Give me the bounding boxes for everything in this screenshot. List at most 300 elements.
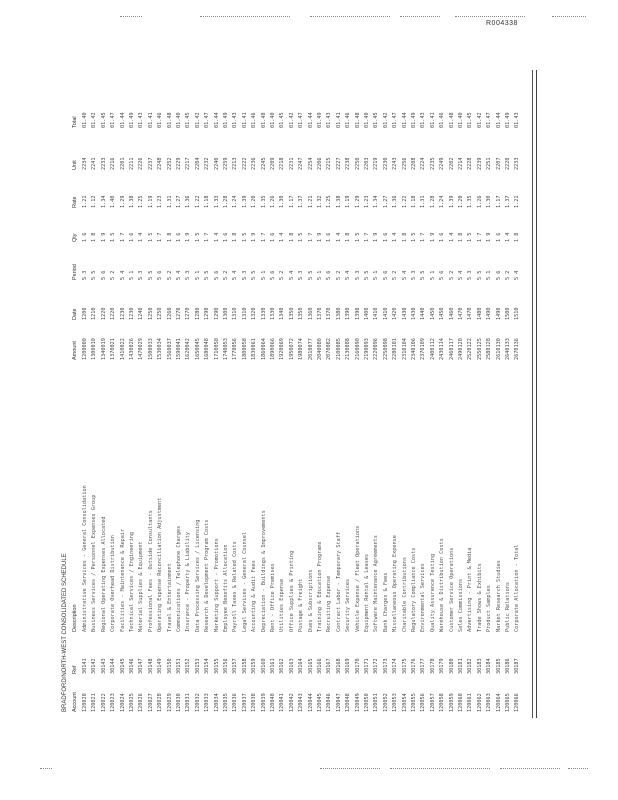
- cell-description: Rent - Office Premises: [270, 563, 276, 632]
- cell-rate: 1.12: [91, 195, 98, 208]
- cell-total: 01.45: [373, 112, 380, 128]
- table-row: [223, 70, 230, 718]
- cell-qty: 1 8: [288, 232, 295, 242]
- cell-rate: 1.35: [260, 195, 267, 208]
- table-row: [308, 70, 315, 718]
- cell-account: 120021: [91, 693, 98, 712]
- cell-account: 120045: [317, 693, 323, 712]
- cell-amount: 2460117: [448, 338, 455, 360]
- cell-period: 5 2: [110, 270, 117, 280]
- table-row: [496, 70, 503, 718]
- cell-unit: 2236: [251, 157, 258, 170]
- cell-account: 120063: [486, 693, 493, 712]
- cell-period: 5 5: [476, 270, 483, 280]
- cell-ref: 30168: [335, 658, 342, 674]
- cell-period: 5 1: [429, 270, 436, 280]
- cell-unit: 2234: [82, 157, 88, 170]
- cell-rate: 1.19: [147, 195, 154, 208]
- cell-unit: 2201: [119, 157, 126, 170]
- cell-unit: 2211: [129, 157, 135, 170]
- cell-period: 5 2: [279, 270, 286, 280]
- cell-account: 120062: [476, 693, 483, 712]
- cell-qty: 1 4: [505, 232, 511, 242]
- cell-ref: 30144: [110, 658, 117, 674]
- table-row: [261, 70, 268, 718]
- cell-account: 120056: [420, 693, 427, 712]
- cell-amount: 1530034: [157, 338, 164, 360]
- table-row: [411, 70, 418, 718]
- cell-rate: 1.17: [288, 195, 295, 208]
- cell-date: 1270: [176, 307, 182, 320]
- cell-unit: 2235: [429, 157, 436, 170]
- cell-qty: 1 9: [429, 232, 436, 242]
- cell-total: 01.43: [138, 112, 145, 128]
- cell-ref: 30156: [223, 658, 229, 674]
- cell-rate: 1.21: [82, 195, 88, 208]
- cell-account: 120039: [260, 693, 267, 712]
- cell-total: 01.41: [241, 112, 248, 128]
- cell-qty: 1 4: [213, 232, 220, 242]
- table-row: [91, 70, 98, 718]
- cell-rate: 1.28: [223, 195, 229, 208]
- cell-description: Operating Expense Reconciliation Adjustment: [157, 497, 164, 632]
- cell-unit: 2238: [345, 157, 352, 170]
- cell-description: Postage & Freight: [298, 578, 305, 632]
- cell-rate: 1.31: [166, 195, 173, 208]
- cell-amount: 1410022: [119, 338, 126, 360]
- cell-date: 1450: [429, 307, 436, 320]
- table-row: [204, 70, 211, 718]
- cell-description: Business Services / Personnel Expenses Group: [91, 494, 98, 632]
- cell-unit: 2249: [439, 157, 446, 170]
- cell-description: Miscellaneous Operating Expense: [392, 535, 399, 632]
- cell-ref: 30153: [194, 658, 201, 674]
- cell-account: 120051: [373, 693, 380, 712]
- cell-date: 1420: [392, 307, 399, 320]
- cell-qty: 1 4: [392, 232, 399, 242]
- cell-account: 120034: [213, 693, 220, 712]
- cell-description: Quality Assurance Testing: [429, 553, 436, 632]
- cell-period: 5 6: [326, 270, 333, 280]
- cell-date: 1360: [307, 307, 314, 320]
- table-row: [326, 70, 333, 718]
- cell-total: 01.40: [82, 112, 88, 128]
- cell-total: 01.43: [514, 112, 521, 128]
- cell-amount: 2160090: [354, 338, 361, 360]
- cell-qty: 1 8: [232, 232, 239, 242]
- cell-unit: 2204: [194, 157, 201, 170]
- cell-period: 5 3: [82, 270, 88, 280]
- cell-total: 01.49: [505, 112, 511, 128]
- cell-amount: 1200000: [82, 338, 88, 360]
- cell-period: 5 2: [505, 270, 511, 280]
- cell-description: Vehicle Expense / Fleet Operations: [354, 525, 361, 632]
- cell-ref: 30151: [176, 658, 182, 674]
- cell-amount: 1710050: [213, 338, 220, 360]
- cell-unit: 2209: [270, 157, 276, 170]
- cell-description: Utilities Expense: [279, 578, 286, 632]
- cell-rate: 1.30: [486, 195, 493, 208]
- cell-date: 1230: [129, 307, 135, 320]
- cell-qty: 1 9: [486, 232, 493, 242]
- header-unit: Unit: [72, 160, 78, 170]
- cell-date: 1390: [345, 307, 352, 320]
- table-row: [289, 70, 296, 718]
- cell-date: 1490: [495, 307, 502, 320]
- cell-qty: 1 9: [185, 232, 192, 242]
- cell-account: 120027: [147, 693, 154, 712]
- cell-qty: 1 8: [401, 232, 408, 242]
- cell-description: Regulatory Compliance Costs: [411, 547, 417, 632]
- cell-period: 5 1: [486, 270, 493, 280]
- cell-amount: 1860064: [260, 338, 267, 360]
- cell-description: Market Research Studies: [495, 560, 502, 632]
- cell-amount: 1770056: [232, 338, 239, 360]
- cell-amount: 1340019: [100, 338, 107, 360]
- cell-amount: 2130088: [345, 338, 352, 360]
- cell-account: 120041: [279, 693, 286, 712]
- cell-period: 5 6: [495, 270, 502, 280]
- table-row: [176, 70, 183, 718]
- cell-period: 5 4: [288, 270, 295, 280]
- cell-unit: 2224: [420, 157, 427, 170]
- cell-period: 5 2: [335, 270, 342, 280]
- cell-ref: 30173: [382, 658, 389, 674]
- cell-amount: 2070082: [326, 338, 333, 360]
- cell-rate: 1.24: [232, 195, 239, 208]
- cell-rate: 1.38: [335, 195, 342, 208]
- cell-period: 5 3: [241, 270, 248, 280]
- cell-account: 120036: [232, 693, 239, 712]
- table-row: [270, 70, 277, 718]
- cell-total: 01.41: [335, 112, 342, 128]
- table-row: [101, 70, 108, 718]
- cell-total: 01.47: [298, 112, 305, 128]
- cell-ref: 30155: [213, 658, 220, 674]
- bates-number: R004338: [486, 20, 518, 27]
- table-row: [467, 70, 474, 718]
- cell-rate: 1.34: [100, 195, 107, 208]
- cell-amount: 2190093: [364, 338, 370, 360]
- cell-description: Administrative Services - General Consolidation: [82, 485, 88, 632]
- cell-total: 01.44: [495, 112, 502, 128]
- cell-total: 01.42: [194, 112, 201, 128]
- cell-description: Charitable Contributions: [401, 557, 408, 632]
- table-row: [185, 70, 192, 718]
- table-row: [505, 70, 512, 718]
- cell-qty: 1 6: [82, 232, 88, 242]
- cell-period: 5 6: [213, 270, 220, 280]
- cell-account: 120028: [157, 693, 164, 712]
- cell-rate: 1.39: [448, 195, 455, 208]
- cell-unit: 2220: [505, 157, 511, 170]
- cell-total: 01.45: [185, 112, 192, 128]
- cell-rate: 1.25: [326, 195, 333, 208]
- cell-date: 1410: [382, 307, 389, 320]
- cell-description: Legal Services - General Counsel: [241, 532, 248, 632]
- cell-rate: 1.29: [119, 195, 126, 208]
- cell-period: 5 5: [420, 270, 427, 280]
- cell-description: Employee Benefits Allocation: [223, 544, 229, 632]
- cell-amount: 1590041: [176, 338, 182, 360]
- cell-ref: 30172: [373, 658, 380, 674]
- cell-qty: 1 8: [345, 232, 352, 242]
- cell-account: 120060: [458, 693, 464, 712]
- cell-date: 1440: [420, 307, 427, 320]
- cell-account: 120024: [119, 693, 126, 712]
- cell-amount: 2430114: [439, 338, 446, 360]
- cell-qty: 1 7: [420, 232, 427, 242]
- cell-unit: 2240: [213, 157, 220, 170]
- table-row: [167, 70, 174, 718]
- cell-ref: 30171: [364, 658, 370, 674]
- cell-qty: 1 7: [476, 232, 483, 242]
- cell-ref: 30169: [345, 658, 352, 674]
- cell-account: 120033: [204, 693, 211, 712]
- cell-ref: 30150: [166, 658, 173, 674]
- cell-total: 01.41: [429, 112, 436, 128]
- cell-description: Product Samples: [486, 585, 493, 632]
- cell-amount: 1650045: [194, 338, 201, 360]
- cell-rate: 1.40: [110, 195, 117, 208]
- cell-description: Equipment Rental & Leases: [364, 553, 370, 632]
- cell-date: 1460: [448, 307, 455, 320]
- cell-qty: 1 4: [279, 232, 286, 242]
- cell-amount: 2520122: [467, 338, 474, 360]
- cell-ref: 30158: [241, 658, 248, 674]
- table-row: [430, 70, 437, 718]
- cell-period: 5 2: [392, 270, 399, 280]
- cell-ref: 30175: [401, 658, 408, 674]
- cell-period: 5 6: [439, 270, 446, 280]
- cell-total: 01.49: [129, 112, 135, 128]
- cell-date: 1310: [232, 307, 239, 320]
- cell-total: 01.47: [110, 112, 117, 128]
- cell-ref: 30164: [298, 658, 305, 674]
- cell-period: 5 1: [194, 270, 201, 280]
- cell-period: 5 4: [119, 270, 126, 280]
- cell-unit: 2218: [279, 157, 286, 170]
- cell-rate: 1.39: [241, 195, 248, 208]
- table-row: [345, 70, 352, 718]
- cell-rate: 1.26: [270, 195, 276, 208]
- cell-description: Facilities - Maintenance & Repair: [119, 528, 126, 632]
- cell-amount: 1890066: [270, 338, 276, 360]
- cell-amount: 1300010: [91, 338, 98, 360]
- table-row: [232, 70, 239, 718]
- cell-amount: 2550125: [476, 338, 483, 360]
- cell-total: 01.40: [364, 112, 370, 128]
- cell-date: 1220: [110, 307, 117, 320]
- cell-date: 1510: [514, 307, 521, 320]
- cell-rate: 1.28: [429, 195, 436, 208]
- cell-amount: 2250098: [382, 338, 389, 360]
- cell-ref: 30178: [429, 658, 436, 674]
- table-row: [120, 70, 127, 718]
- cell-description: Trade Shows & Exhibits: [476, 563, 483, 632]
- table-row: [129, 70, 136, 718]
- cell-ref: 30187: [514, 658, 521, 674]
- cell-ref: 30162: [279, 658, 286, 674]
- cell-ref: 30180: [448, 658, 455, 674]
- cell-ref: 30176: [411, 658, 417, 674]
- cell-date: 1400: [364, 307, 370, 320]
- cell-amount: 1800058: [241, 338, 248, 360]
- cell-qty: 1 4: [335, 232, 342, 242]
- cell-date: 1330: [260, 307, 267, 320]
- cell-qty: 1 6: [382, 232, 389, 242]
- cell-date: 1340: [279, 307, 286, 320]
- cell-date: 1260: [166, 307, 173, 320]
- header-account: Account: [72, 692, 78, 712]
- cell-account: 120031: [185, 693, 192, 712]
- cell-account: 120053: [392, 693, 399, 712]
- cell-ref: 30167: [326, 658, 333, 674]
- cell-date: 1410: [373, 307, 380, 320]
- cell-qty: 1 8: [91, 232, 98, 242]
- cell-total: 01.46: [251, 112, 258, 128]
- cell-rate: 1.17: [495, 195, 502, 208]
- cell-period: 5 1: [260, 270, 267, 280]
- cell-account: 120029: [166, 693, 173, 712]
- cell-total: 01.44: [401, 112, 408, 128]
- cell-period: 5 1: [317, 270, 323, 280]
- cell-description: Professional Fees - Outside Consultants: [147, 510, 154, 632]
- cell-account: 120066: [514, 693, 521, 712]
- cell-amount: 1920069: [279, 338, 286, 360]
- cell-rate: 1.21: [307, 195, 314, 208]
- table-row: [355, 70, 362, 718]
- cell-rate: 1.19: [345, 195, 352, 208]
- cell-description: Material Supplies & Equipment: [138, 541, 145, 632]
- cell-total: 01.44: [119, 112, 126, 128]
- cell-unit: 2230: [382, 157, 389, 170]
- cell-qty: 1 6: [270, 232, 276, 242]
- cell-period: 5 5: [204, 270, 211, 280]
- page-title: BRADFORD/NORTH-WEST CONSOLIDATED SCHEDULE: [62, 553, 68, 712]
- cell-qty: 1 5: [354, 232, 361, 242]
- cell-rate: 1.23: [157, 195, 164, 208]
- cell-qty: 1 5: [411, 232, 417, 242]
- cell-unit: 2254: [307, 157, 314, 170]
- table-row: [364, 70, 371, 718]
- cell-account: 120042: [288, 693, 295, 712]
- cell-total: 01.46: [345, 112, 352, 128]
- cell-qty: 1 8: [514, 232, 521, 242]
- cell-ref: 30146: [129, 658, 135, 674]
- cell-account: 120020: [82, 693, 88, 712]
- cell-date: 1250: [157, 307, 164, 320]
- cell-ref: 30157: [232, 658, 239, 674]
- cell-unit: 2232: [204, 157, 211, 170]
- table-row: [486, 70, 493, 718]
- cell-unit: 2202: [448, 157, 455, 170]
- cell-ref: 30184: [486, 658, 493, 674]
- cell-total: 01.40: [270, 112, 276, 128]
- cell-description: Security Services: [345, 578, 352, 632]
- cell-period: 5 3: [411, 270, 417, 280]
- cell-amount: 1830061: [251, 338, 258, 360]
- cell-description: Data Processing Services / Licensing: [194, 519, 201, 632]
- cell-total: 01.47: [204, 112, 211, 128]
- cell-qty: 1 5: [147, 232, 154, 242]
- cell-date: 1310: [241, 307, 248, 320]
- cell-date: 1290: [204, 307, 211, 320]
- cell-total: 01.48: [260, 112, 267, 128]
- cell-qty: 1 6: [495, 232, 502, 242]
- cell-amount: 1370021: [110, 338, 117, 360]
- table-row: [458, 70, 465, 718]
- cell-unit: 2259: [223, 157, 229, 170]
- table-row: [477, 70, 484, 718]
- cell-date: 1270: [185, 307, 192, 320]
- cell-amount: 2040080: [317, 338, 323, 360]
- cell-account: 120047: [335, 693, 342, 712]
- header-date: Date: [72, 308, 78, 320]
- cell-qty: 1 7: [364, 232, 370, 242]
- table-row: [82, 70, 89, 718]
- table-row: [195, 70, 202, 718]
- cell-period: 5 4: [232, 270, 239, 280]
- cell-qty: 1 5: [110, 232, 117, 242]
- cell-date: 1370: [317, 307, 323, 320]
- cell-account: 120044: [307, 693, 314, 712]
- cell-unit: 2219: [373, 157, 380, 170]
- cell-rate: 1.37: [505, 195, 511, 208]
- table-row: [336, 70, 343, 718]
- cell-ref: 30166: [317, 658, 323, 674]
- cell-unit: 2217: [185, 157, 192, 170]
- cell-account: 120059: [448, 693, 455, 712]
- cell-date: 1330: [270, 307, 276, 320]
- cell-rate: 1.18: [204, 195, 211, 208]
- cell-account: 120061: [467, 693, 474, 712]
- cell-amount: 1470029: [138, 338, 145, 360]
- cell-total: 01.45: [467, 112, 474, 128]
- cell-date: 1500: [505, 307, 511, 320]
- cell-description: Contract Labor - Temporary Staff: [335, 532, 342, 632]
- cell-period: 5 1: [129, 270, 135, 280]
- cell-date: 1250: [147, 307, 154, 320]
- cell-total: 01.40: [176, 112, 182, 128]
- cell-total: 01.46: [157, 112, 164, 128]
- cell-date: 1300: [223, 307, 229, 320]
- cell-unit: 2226: [138, 157, 145, 170]
- cell-rate: 1.38: [129, 195, 135, 208]
- cell-rate: 1.25: [138, 195, 145, 208]
- cell-period: 5 4: [514, 270, 521, 280]
- cell-period: 5 5: [91, 270, 98, 280]
- cell-period: 5 4: [401, 270, 408, 280]
- cell-ref: 30141: [82, 658, 88, 674]
- cell-qty: 1 6: [326, 232, 333, 242]
- cell-ref: 30174: [392, 658, 399, 674]
- cell-description: Communications / Telephone Charges: [176, 525, 182, 632]
- cell-date: 1490: [486, 307, 493, 320]
- cell-description: Regional Operating Expenses Allocated: [100, 516, 107, 632]
- table-row: [439, 70, 446, 718]
- cell-qty: 1 9: [251, 232, 258, 242]
- cell-ref: 30148: [147, 658, 154, 674]
- cell-total: 01.43: [232, 112, 239, 128]
- cell-description: Bank Charges & Fees: [382, 572, 389, 632]
- cell-period: 5 4: [458, 270, 464, 280]
- cell-rate: 1.23: [364, 195, 370, 208]
- cell-total: 01.49: [317, 112, 323, 128]
- cell-total: 01.49: [411, 112, 417, 128]
- cell-account: 120052: [382, 693, 389, 712]
- cell-amount: 1620042: [185, 338, 192, 360]
